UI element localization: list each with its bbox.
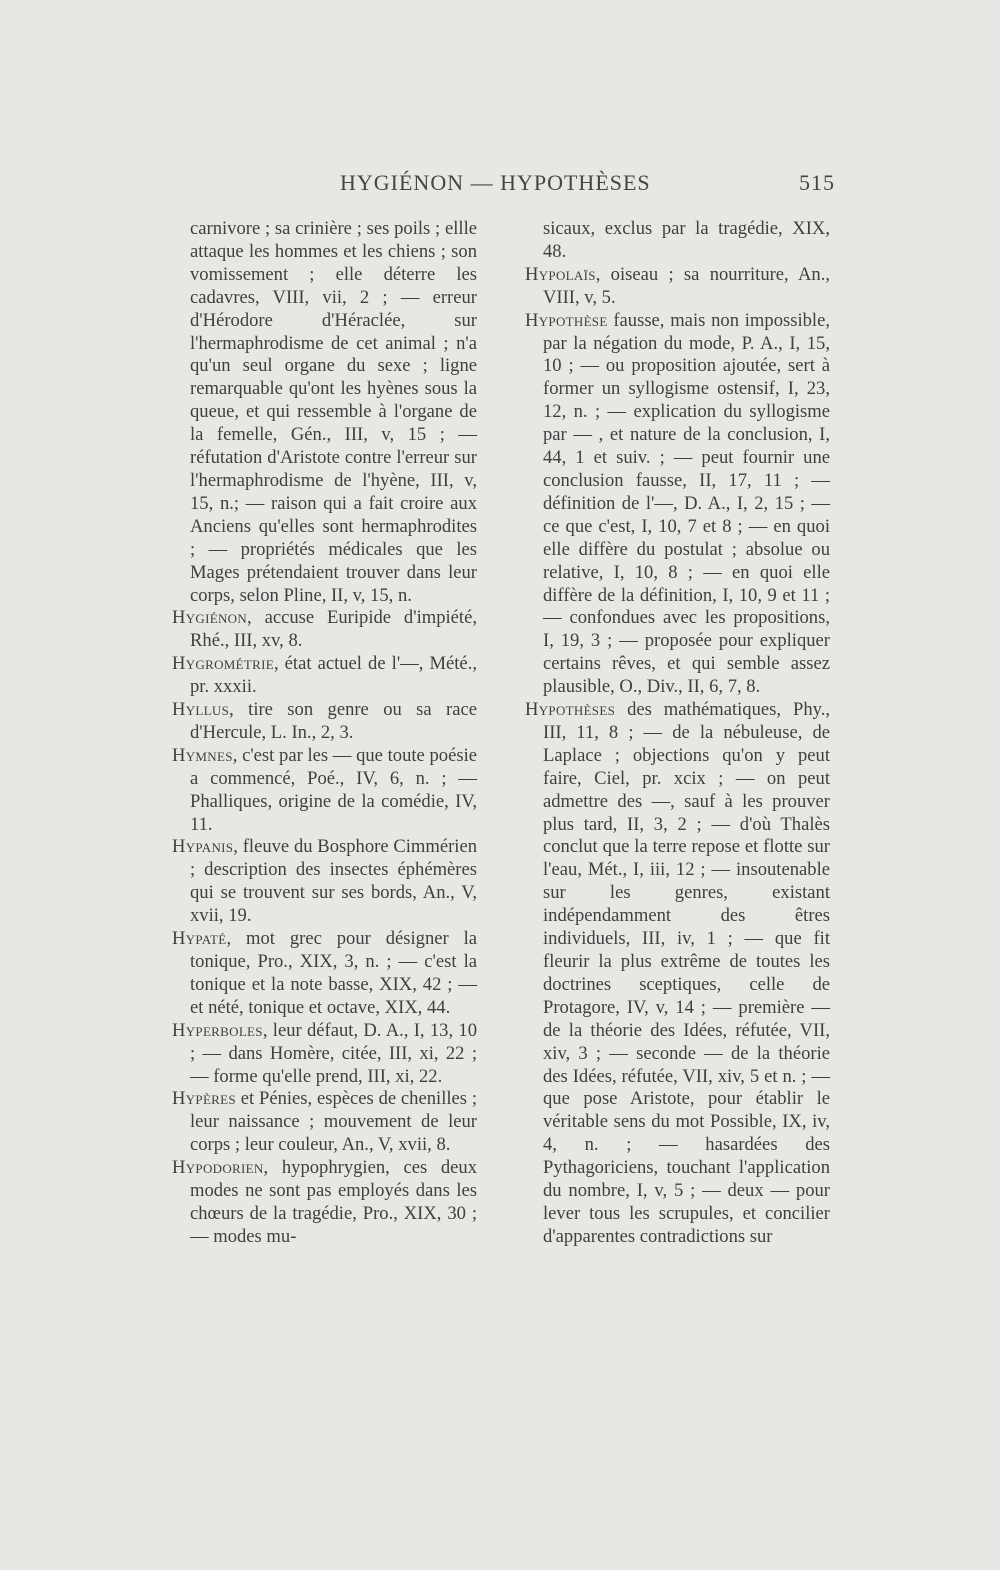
entry-headword: Hygrométrie (172, 653, 274, 675)
running-title: HYGIÉNON — HYPOTHÈSES (340, 170, 651, 195)
entry-text: , état actuel de l'—, Mété., pr. xxxii. (190, 653, 477, 698)
entry-headword: Hypaté (172, 928, 227, 950)
page-number: 515 (799, 170, 835, 195)
index-entry (525, 699, 830, 1249)
entry-text: , hypophrygien, ces deux modes ne sont pas employés dans les chœurs de la tragédie, Pro., XIX, 30 ; — modes mu- (190, 1157, 477, 1247)
entry-text: , c'est par les — que toute poésie a commencé, Poé., IV, 6, n. ; — Phalliques, origine de la comédie, IV, 11. (190, 744, 477, 835)
entry-text: , tire son genre ou sa race d'Hercule, L. In., 2, 3. (190, 699, 477, 743)
entry-text: , fleuve du Bosphore Cimmérien ; description des insectes éphémères qui se trouvent sur ses bords, An., V, xvii, 19. (190, 836, 477, 927)
entry-headword: Hypodorien (172, 1157, 264, 1179)
index-entry (172, 836, 477, 928)
entry-text: , accuse Euripide d'impiété, Rhé., III, xv, 8. (190, 607, 477, 652)
left-column (172, 218, 477, 1249)
entry-text: fausse, mais non impossible, par la négation du mode, P. A., I, 15, 10 ; — ou proposition ajoutée, sert à former un syllogisme ostensif, I, 23, 12, n. ; — explication du syllogisme par — , et nature de la conclusion, I, 44, 1 et suiv. ; — peut fournir une conclusion fausse, II, 17, 11 ; — définition de l'—, D. A., I, 2, 15 ; — ce que c'est, I, 10, 7 et 8 ; — en quoi elle diffère du postulat ; absolue ou relative, I, 10, 8 ; — en quoi elle diffère de la définition, I, 10, 9 et 11 ; — confondues avec les propositions, I, 19, 3 ; — proposée pour expliquer certains rêves, et qui semble assez plausible, O., Div., II, 6, 7, 8. (543, 309, 830, 698)
index-entry (172, 928, 477, 1020)
index-entry (525, 310, 830, 699)
entry-headword: Hypères (172, 1088, 236, 1110)
entry-headword: Hyllus (172, 699, 230, 721)
entry-text: carnivore ; sa crinière ; ses poils ; ellle attaque les hommes et les chiens ; son vomissement ; elle déterre les cadavres, VIII, vii, 2 ; — erreur d'Hérodore d'Héraclée, sur l'hermaphrodisme de cet animal ; n'a qu'un seul organe du sexe ; ligne remarquable qu'ont les hyènes sous la queue, et qui ressemble à l'organe de la femelle, Gén., III, v, 15 ; — réfutation d'Aristote contre l'erreur sur l'hermaphrodisme de l'hyène, III, v, 15, n.; — raison qui a fait croire aux Anciens qu'elles sont hermaphrodites ; — propriétés médicales que les Mages prétendaient trouver dans leur corps, selon Pline, II, v, 15, n. (190, 218, 477, 606)
index-entry (172, 745, 477, 837)
entry-headword: Hypothèse (525, 309, 608, 331)
entry-text: , oiseau ; sa nourriture, An., VIII, v, 5. (543, 263, 830, 308)
entry-text: des mathématiques, Phy., III, 11, 8 ; — de la nébuleuse, de Laplace ; objections qu'on y peut faire, Ciel, pr. xcix ; — on peut admettre des —, sauf à les prouver plus tard, II, 3, 2 ; — d'où Thalès conclut que la terre repose et flotte sur l'eau, Mét., I, iii, 12 ; — insoutenable sur les genres, existant indépendamment des êtres individuels, III, iv, 1 ; — que fit fleurir la plus extrême de toutes les doctrines sceptiques, celle de Protagore, IV, v, 14 ; — première — de la théorie des Idées, réfutée, VII, xiv, 3 ; — seconde — de la théorie des Idées, réfutée, VII, xiv, 5 et n. ; — que pose Aristote, pour établir le véritable sens du mot Possible, IX, iv, 4, n. ; — hasardées des Pythagoriciens, touchant l'application du nombre, I, v, 5 ; — deux — pour lever tous les scrupules, et concilier d'apparentes contradictions sur (543, 699, 830, 1247)
entry-headword: Hymnes (172, 744, 233, 766)
entry-text: , leur défaut, D. A., I, 13, 10 ; — dans Homère, citée, III, xi, 22 ; — forme qu'elle prend, III, xi, 22. (190, 1019, 477, 1087)
entry-headword: Hypothèses (525, 699, 616, 721)
index-entry (172, 1157, 477, 1249)
entry-headword: Hyperboles (172, 1019, 263, 1041)
index-entry (525, 218, 830, 264)
entry-text: sicaux, exclus par la tragédie, XIX, 48. (543, 218, 830, 262)
entry-headword: Hypolaïs (525, 263, 596, 285)
index-entry (172, 218, 477, 607)
entry-headword: Hypanis (172, 836, 234, 858)
index-entry (172, 653, 477, 699)
right-column (525, 218, 830, 1249)
index-entry (172, 1088, 477, 1157)
index-entry (525, 264, 830, 310)
index-entry (172, 1020, 477, 1089)
entry-text: , mot grec pour désigner la tonique, Pro., XIX, 3, n. ; — c'est la tonique et la note basse, XIX, 42 ; — et nété, tonique et octave, XIX, 44. (190, 928, 477, 1018)
entry-headword: Hygiénon (172, 607, 248, 629)
index-entry (172, 607, 477, 653)
entry-text: et Pénies, espèces de chenilles ; leur naissance ; mouvement de leur corps ; leur couleur, An., V, xvii, 8. (190, 1088, 477, 1156)
index-entry (172, 699, 477, 745)
